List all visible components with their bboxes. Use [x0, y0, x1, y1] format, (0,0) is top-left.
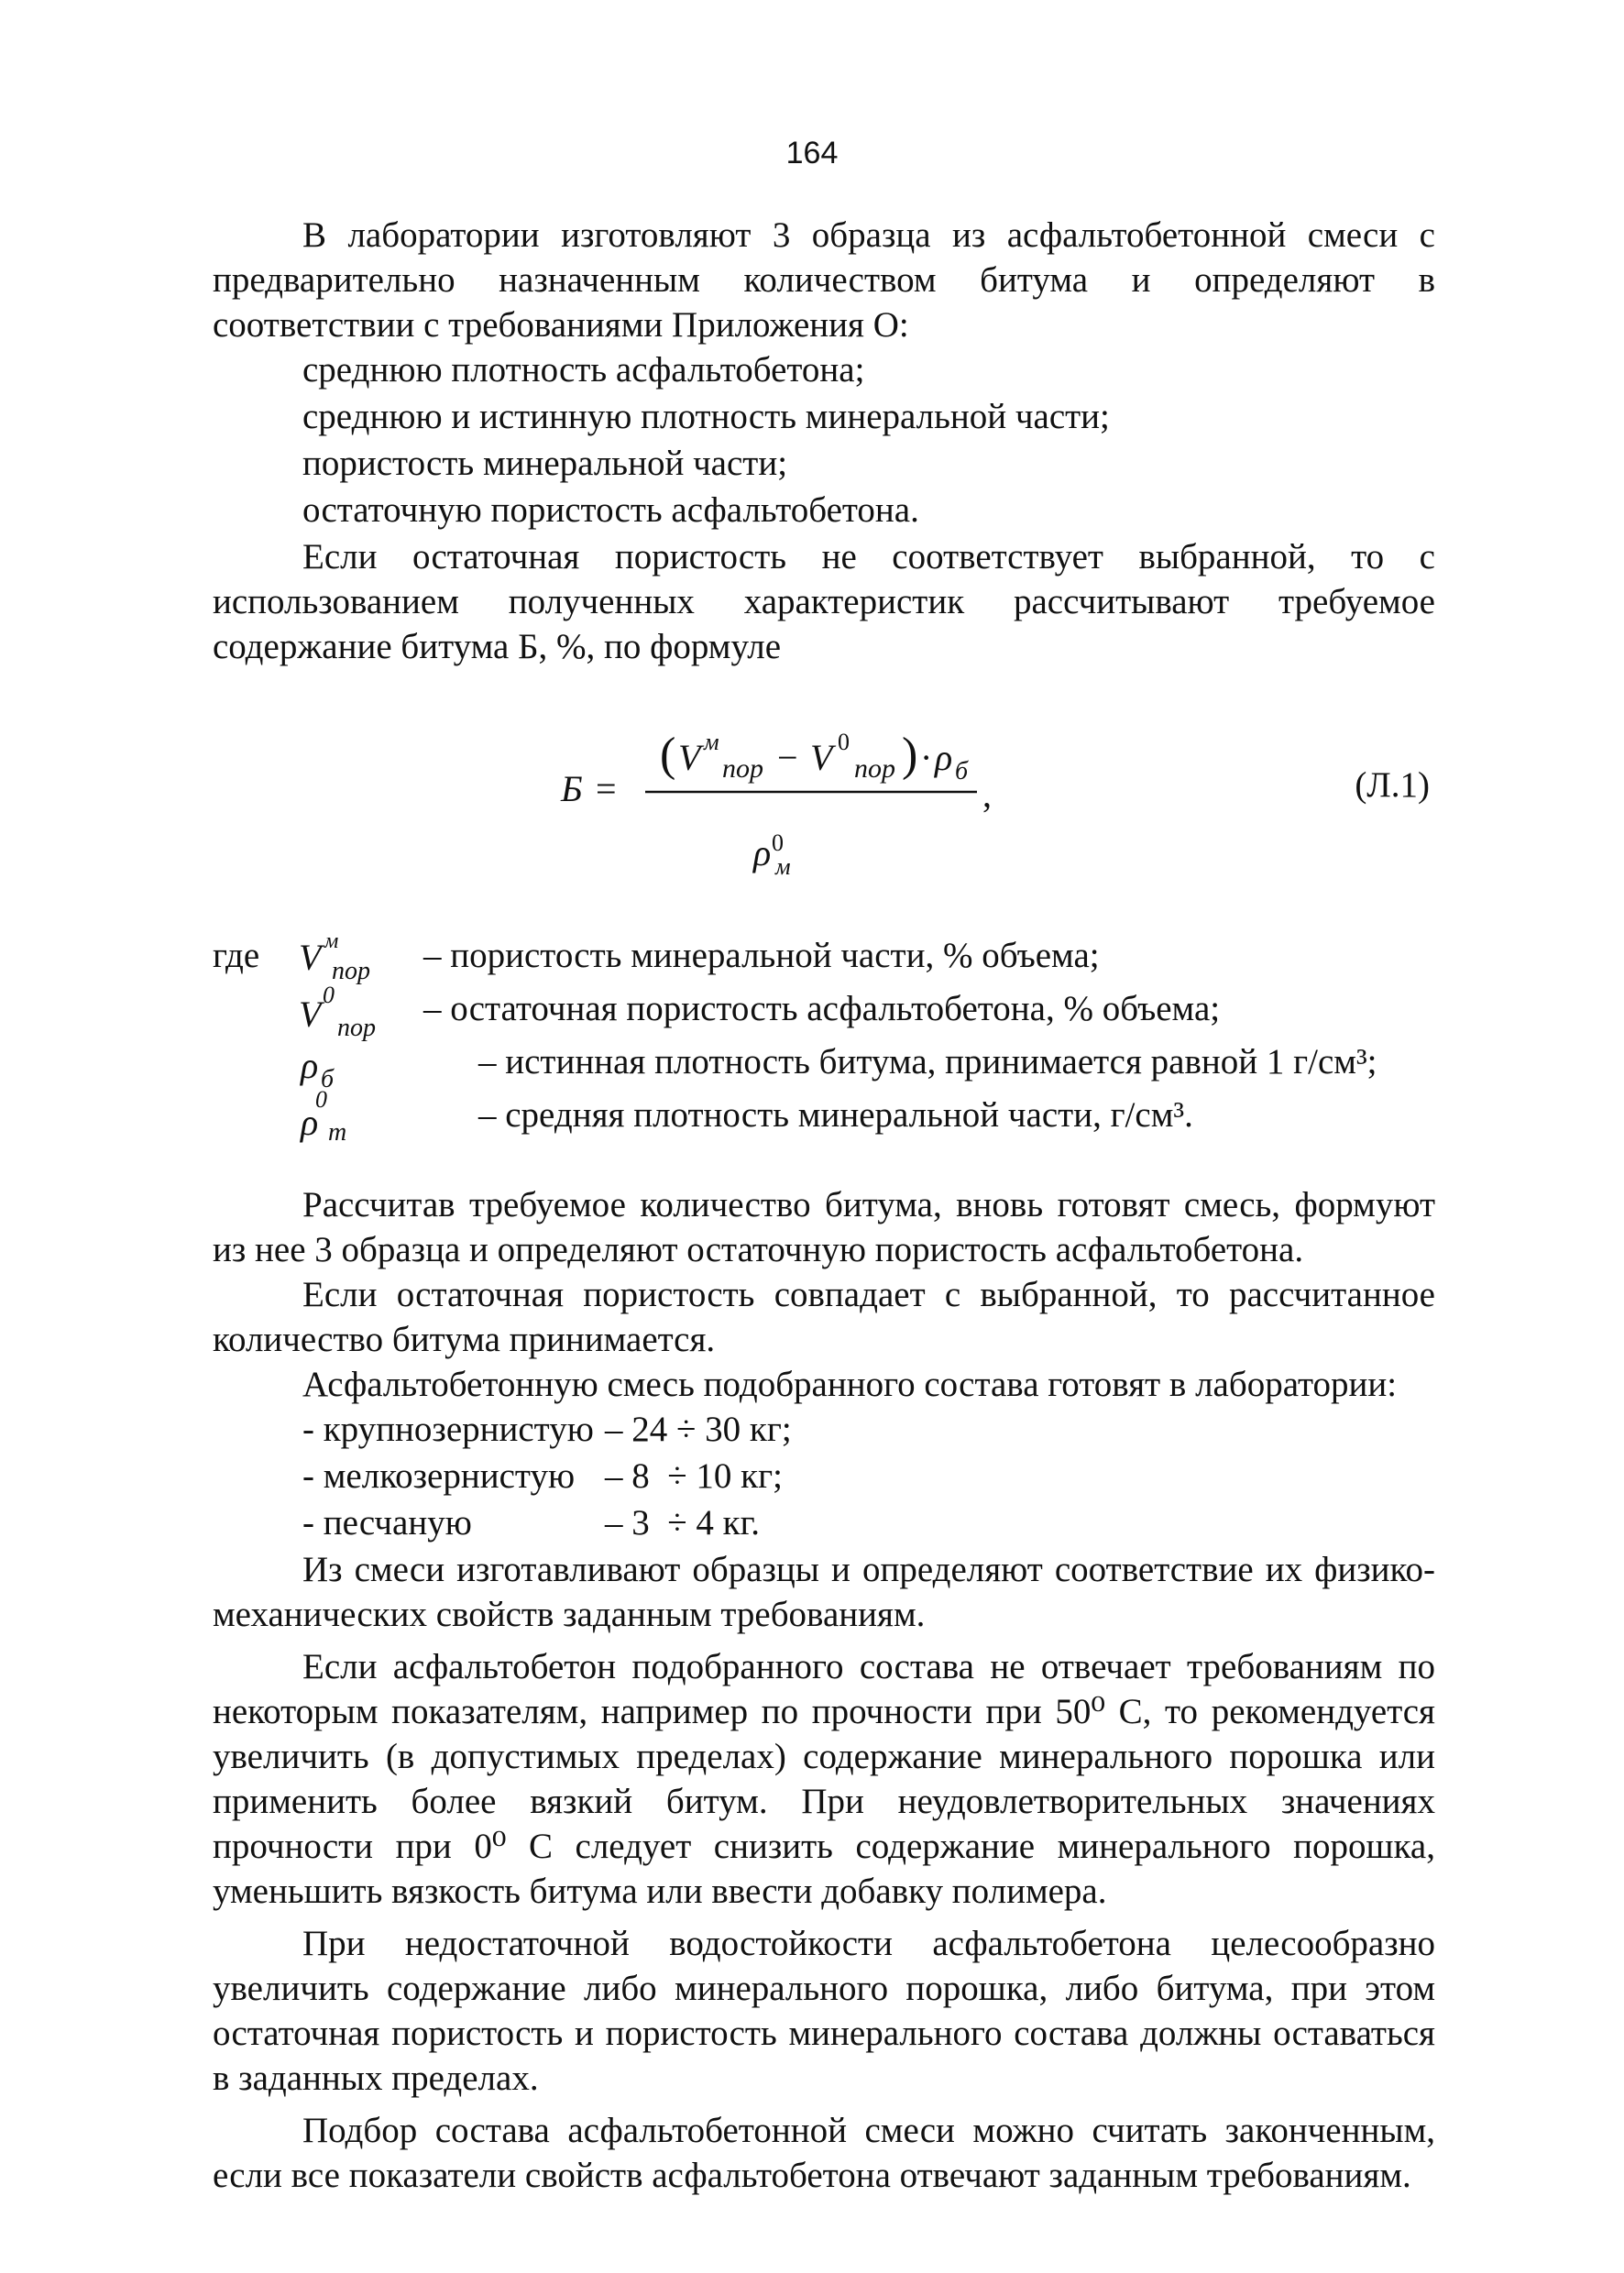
svg-text:Б: Б	[561, 768, 583, 809]
mix-quantity-row	[302, 1454, 1435, 1499]
svg-text:0: 0	[323, 983, 335, 1008]
mix-type: - мелкозернистую	[302, 1456, 576, 1496]
svg-text:м: м	[775, 853, 791, 880]
svg-text:−: −	[777, 737, 798, 778]
svg-text:м: м	[704, 729, 719, 755]
determination-item: среднюю плотность асфальтобетона;	[302, 350, 865, 390]
where-label: где	[213, 936, 260, 975]
residual-porosity-symbol	[295, 983, 414, 1041]
definitions-block	[213, 929, 1435, 1158]
mix-amount: – 3 ÷ 4 кг.	[605, 1503, 760, 1543]
mix-intro-paragraph: Асфальтобетонную смесь подобранного состава готовят в лаборатории:	[302, 1365, 1398, 1404]
formula-intro-paragraph: Если остаточная пористость не соответствует выбранной, то с использованием полученных характеристик рассчитывают требуемое содержание битума Б, %, по формуле	[213, 537, 1435, 666]
svg-text:V: V	[810, 737, 833, 778]
intro-paragraph: В лаборатории изготовляют 3 образца из асфальтобетонной смеси с предварительно назначенным количеством битума и определяют в соответствии с требованиями Приложения О:	[213, 215, 1435, 345]
match-paragraph: Если остаточная пористость совпадает с выбранной, то рассчитанное количество битума принимается.	[213, 1275, 1435, 1359]
svg-text:б: б	[321, 1065, 335, 1093]
determination-item: среднюю и истинную плотность минеральной части;	[302, 397, 1110, 436]
mineral-density-symbol	[295, 1085, 414, 1149]
bitumen-density-symbol	[295, 1038, 414, 1093]
page-number: 164	[785, 136, 839, 170]
svg-text:·: ·	[920, 737, 933, 778]
conclusion-paragraph: Подбор состава асфальтобетонной смеси можно считать законченным, если все показатели свойств асфальтобетона отвечают заданным требованиям.	[213, 2111, 1435, 2195]
svg-text:пор: пор	[332, 957, 370, 984]
svg-text:V: V	[299, 937, 322, 978]
bitumen-content-formula	[543, 704, 1184, 896]
definition-text: – пористость минеральной части, % объема;	[423, 936, 1100, 975]
formula-number: (Л.1)	[1355, 765, 1430, 805]
svg-text:ρ: ρ	[935, 737, 953, 778]
svg-text:V: V	[299, 994, 322, 1035]
samples-paragraph: Из смеси изготавливают образцы и определяют соответствие их физико-механических свойств заданным требованиям.	[213, 1550, 1435, 1634]
svg-text:(: (	[660, 729, 676, 781]
svg-text:): )	[902, 729, 918, 781]
svg-text:пор: пор	[854, 753, 895, 784]
svg-text:=: =	[596, 768, 617, 809]
page-body	[213, 213, 1435, 2198]
mix-quantity-row	[302, 1407, 1435, 1452]
svg-text:ρ: ρ	[753, 832, 772, 873]
svg-text:ρ: ρ	[301, 1045, 319, 1086]
recalc-paragraph: Рассчитав требуемое количество битума, вновь готовят смесь, формуют из нее 3 образца и определяют остаточную пористость асфальтобетона.	[213, 1185, 1435, 1269]
mix-quantity-row	[302, 1500, 1435, 1545]
porosity-mineral-symbol	[295, 929, 414, 984]
water-resistance-paragraph: При недостаточной водостойкости асфальтобетона целесообразно увеличить содержание либо минерального порошка, либо битума, при этом остаточная пористость и пористость минерального состава должны оставаться в заданных пределах.	[213, 1924, 1435, 2098]
determination-item: пористость минеральной части;	[302, 444, 788, 483]
mix-type: - песчаную	[302, 1503, 472, 1543]
svg-text:пор: пор	[722, 753, 763, 784]
strength-adjust-paragraph: Если асфальтобетон подобранного состава не отвечает требованиям по некоторым показателям, например по прочности при 50⁰ С, то рекомендуется увеличить (в допустимых пределах) содержание минерального порошка или применить более вязкий битум. При неудовлетворительных значениях прочности при 0⁰ С следует снизить содержание минерального порошка, уменьшить вязкость битума или ввести добавку полимера.	[213, 1647, 1435, 1911]
svg-text:,: ,	[982, 774, 992, 815]
svg-text:м: м	[324, 929, 339, 953]
formula-block	[213, 704, 1435, 906]
mix-amount: – 24 ÷ 30 кг;	[605, 1410, 792, 1449]
svg-text:ρ: ρ	[301, 1102, 319, 1143]
svg-text:0: 0	[315, 1086, 327, 1113]
mix-type: - крупнозернистую	[302, 1410, 594, 1449]
svg-text:пор: пор	[337, 1014, 376, 1041]
svg-text:0: 0	[772, 829, 784, 856]
definition-text: – истинная плотность битума, принимается равной 1 г/см³;	[478, 1042, 1377, 1082]
definition-text: – средняя плотность минеральной части, г/см³.	[478, 1095, 1193, 1135]
svg-text:0: 0	[838, 729, 850, 755]
determination-item: остаточную пористость асфальтобетона.	[302, 490, 919, 530]
definition-text: – остаточная пористость асфальтобетона, % объема;	[423, 989, 1221, 1028]
mix-amount: – 8 ÷ 10 кг;	[605, 1456, 783, 1496]
svg-text:т: т	[328, 1118, 347, 1147]
svg-text:V: V	[678, 737, 701, 778]
svg-text:б: б	[955, 757, 969, 785]
